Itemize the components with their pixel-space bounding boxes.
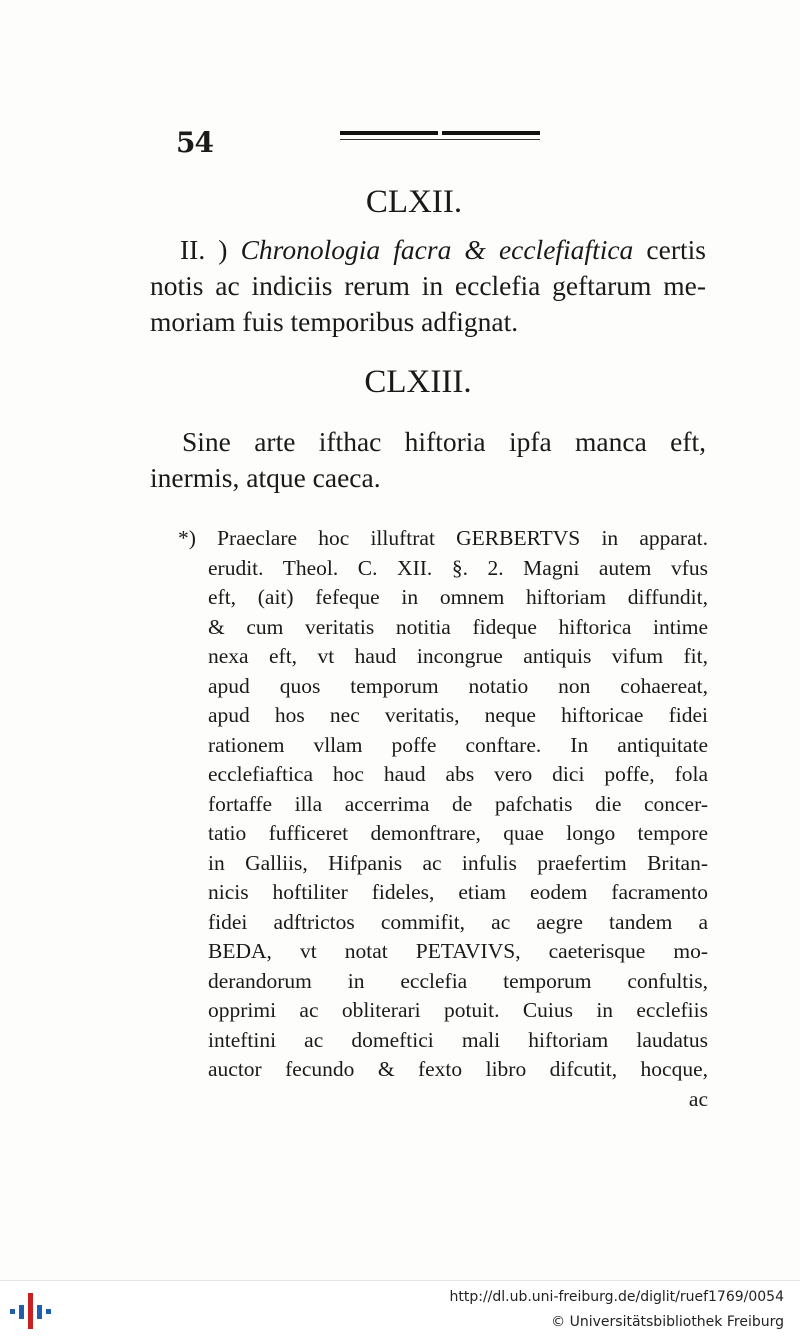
header-rule-segment xyxy=(340,131,438,135)
text-line: Sine arte ifthac hiftoria ipfa manca eft, xyxy=(182,426,706,457)
page-number: 54 xyxy=(176,126,213,159)
text-line: moriam fuis temporibus adfignat. xyxy=(150,306,519,337)
footnote-line: ecclefiaftica hoc haud abs vero dici poffe, fola xyxy=(208,762,708,786)
logo-dot xyxy=(10,1309,15,1314)
footnote-line: BEDA, vt notat PETAVIVS, caeterisque mo- xyxy=(208,939,708,963)
footnote-line: inteftini ac domeftici mali hiftoriam laudatus xyxy=(208,1027,708,1052)
footnote-line: apud quos temporum notatio non cohaereat, xyxy=(208,673,708,698)
paragraph-clxiii xyxy=(150,424,706,496)
section-heading-clxii: CLXII. xyxy=(365,184,463,220)
footnote-line: erudit. Theol. C. XII. §. 2. Magni autem vfus xyxy=(208,555,708,580)
permalink-url[interactable]: http://dl.ub.uni-freiburg.de/diglit/ruef1769/0054 xyxy=(449,1289,784,1305)
paragraph-tail: certis xyxy=(633,234,706,265)
header-rule-thin xyxy=(340,139,540,140)
section-heading-clxiii: CLXIII. xyxy=(364,364,472,400)
footnote-line: fidei adftrictos commifit, ac aegre tandem a xyxy=(208,909,708,934)
footnote-line: auctor fecundo & fexto libro difcutit, hocque, xyxy=(208,1057,708,1081)
footnote-line: tatio fufficeret demonftrare, quae longo tempore xyxy=(208,821,708,845)
logo-dot xyxy=(46,1309,51,1314)
footnote xyxy=(178,524,708,1114)
footnote-line: apud hos nec veritatis, neque hiftoricae fidei xyxy=(208,703,708,727)
viewer-footer xyxy=(0,1280,800,1338)
text-line: notis ac indiciis rerum in ecclefia geftarum me- xyxy=(150,270,706,301)
footnote-line: nexa eft, vt haud incongrue antiquis vifum fit, xyxy=(208,644,708,668)
header-rule-segment xyxy=(442,131,540,135)
footnote-line: rationem vllam poffe conftare. In antiquitate xyxy=(208,732,708,757)
text-line xyxy=(150,232,706,268)
footnote-line: in Galliis, Hifpanis ac infulis praefertim Britan- xyxy=(208,850,708,875)
paragraph-lead: II. ) xyxy=(180,234,241,265)
footnote-line: nicis hoftiliter fideles, etiam eodem facramento xyxy=(208,880,708,904)
footnote-line: opprimi ac obliterari potuit. Cuius in ecclefiis xyxy=(208,998,708,1022)
footnote-line: & cum veritatis notitia fideque hiftorica intime xyxy=(208,614,708,639)
logo-bar-red xyxy=(28,1293,33,1329)
footnote-line: derandorum in ecclefia temporum confultis, xyxy=(208,968,708,993)
ub-freiburg-logo-icon[interactable] xyxy=(10,1293,52,1329)
footnote-line: *) Praeclare hoc illuftrat GERBERTVS in apparat. xyxy=(178,526,708,550)
text-line: inermis, atque caeca. xyxy=(150,462,381,493)
paragraph-clxii xyxy=(150,232,706,340)
logo-bar xyxy=(19,1305,24,1319)
italic-phrase: Chronologia facra & ecclefiaftica xyxy=(240,234,634,265)
copyright-notice: © Universitätsbibliothek Freiburg xyxy=(551,1314,784,1330)
footnote-line: fortaffe illa accerrima de pafchatis die concer- xyxy=(208,791,708,816)
footnote-line: eft, (ait) fefeque in omnem hiftoriam diffundit, xyxy=(208,585,708,609)
catchword: ac xyxy=(688,1086,708,1111)
logo-bar xyxy=(37,1305,42,1319)
